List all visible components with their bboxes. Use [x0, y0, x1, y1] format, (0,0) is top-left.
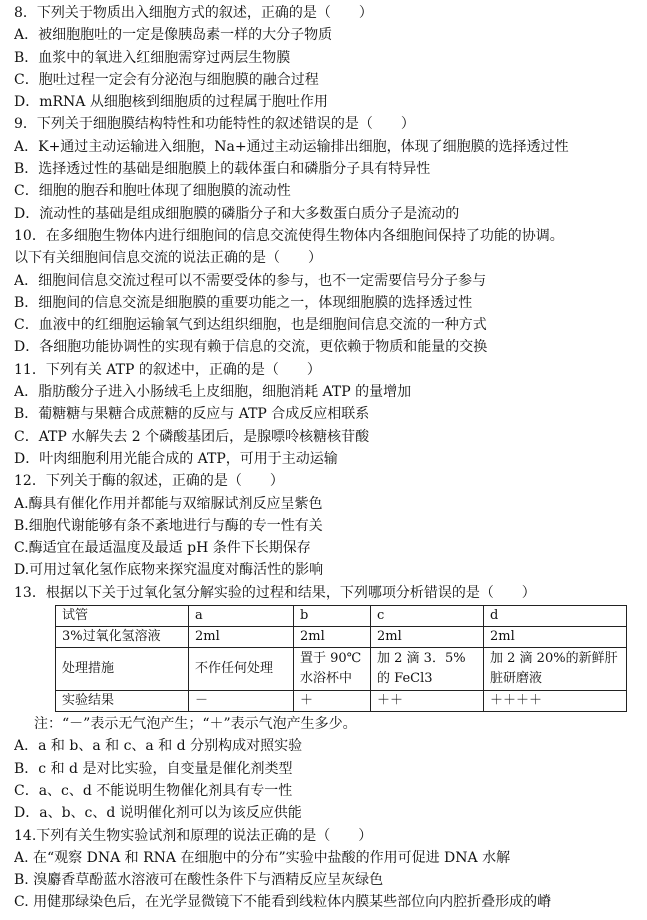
q9-option-a: A．K+通过主动运输进入细胞，Na+通过主动运输排出细胞，体现了细胞膜的选择透过性: [14, 138, 569, 155]
q14-stem: 14.下列有关生物实验试剂和原理的说法正确的是（ ）: [14, 827, 373, 844]
table-cell: 加 2 滴 3．5%的 FeCl3: [371, 648, 484, 691]
q13-stem: 13．根据以下关于过氧化氢分解实验的过程和结果，下列哪项分析错误的是（ ）: [14, 584, 536, 601]
table-cell: a: [189, 606, 294, 627]
q10-option-b: B．细胞间的信息交流是细胞膜的重要功能之一，体现细胞膜的选择透过性: [14, 294, 473, 311]
questions-8-to-13-stem: [14, 2, 644, 604]
table-row: [56, 691, 627, 712]
table-cell: c: [371, 606, 484, 627]
q10-option-d: D．各细胞功能协调性的实现有赖于信息的交流，更依赖于物质和能量的交换: [14, 339, 488, 356]
table-cell: ＋: [294, 691, 371, 712]
q10-option-a: A．细胞间信息交流过程可以不需要受体的参与，也不一定需要信号分子参与: [14, 272, 487, 289]
q11-option-c: C．ATP 水解失去 2 个磷酸基团后，是腺嘌呤核糖核苷酸: [14, 428, 370, 445]
q10-option-c: C．血液中的红细胞运输氧气到达组织细胞，也是细胞间信息交流的一种方式: [14, 317, 487, 334]
table-cell: b: [294, 606, 371, 627]
q10-stem-line1: 10．在多细胞生物体内进行细胞间的信息交流使得生物体内各细胞间保持了功能的协调。: [14, 227, 564, 244]
table-cell: 处理措施: [56, 648, 189, 691]
table-cell: 2ml: [294, 627, 371, 648]
q8-stem: 8．下列关于物质出入细胞方式的叙述，正确的是（ ）: [14, 5, 373, 21]
q12-option-b: B.细胞代谢能够有条不紊地进行与酶的专一性有关: [14, 517, 323, 534]
table-cell: 加 2 滴 20%的新鲜肝脏研磨液: [484, 648, 627, 691]
table-row: [56, 648, 627, 691]
table-cell: ＋＋: [371, 691, 484, 712]
q11-option-d: D．叶肉细胞利用光能合成的 ATP，可用于主动运输: [14, 450, 338, 467]
q9-option-b: B．选择透过性的基础是细胞膜上的载体蛋白和磷脂分子具有特异性: [14, 161, 431, 178]
q13-option-c: C．a、c、d 不能说明生物催化剂具有专一性: [14, 782, 293, 799]
q13-option-b: B．c 和 d 是对比实验，自变量是催化剂类型: [14, 760, 293, 777]
experiment-table: [55, 605, 627, 712]
table-note: 注：“－”表示无气泡产生；“＋”表示气泡产生多少。: [34, 716, 357, 733]
table-cell: 不作任何处理: [189, 648, 294, 691]
q11-option-b: B．葡糖糖与果糖合成蔗糖的反应与 ATP 合成反应相联系: [14, 406, 370, 423]
q8-option-b: B．血浆中的氧进入红细胞需穿过两层生物膜: [14, 49, 291, 66]
table-row: [56, 627, 627, 648]
q12-option-d: D.可用过氧化氢作底物来探究温度对酶活性的影响: [14, 562, 324, 579]
table-cell: －: [189, 691, 294, 712]
table-cell: 2ml: [189, 627, 294, 648]
table-row: [56, 606, 627, 627]
table-cell: 试管: [56, 606, 189, 627]
q10-stem-line2: 以下有关细胞间信息交流的说法正确的是（ ）: [14, 250, 322, 267]
table-cell: 2ml: [371, 627, 484, 648]
q13-option-d: D．a、b、c、d 说明催化剂可以为该反应供能: [14, 805, 302, 822]
q11-option-a: A．脂肪酸分子进入小肠绒毛上皮细胞，细胞消耗 ATP 的量增加: [14, 384, 412, 401]
experiment-table-wrap: [55, 605, 644, 712]
q14-option-b: B. 溴麝香草酚蓝水溶液可在酸性条件下与酒精反应呈灰绿色: [14, 872, 384, 889]
q9-option-c: C．细胞的胞吞和胞吐体现了细胞膜的流动性: [14, 183, 291, 200]
q14-option-a: A. 在“观察 DNA 和 RNA 在细胞中的分布”实验中盐酸的作用可促进 DNA 水解: [14, 849, 511, 866]
table-cell: d: [484, 606, 627, 627]
q8-option-d: D．mRNA 从细胞核到细胞质的过程属于胞吐作用: [14, 94, 328, 111]
q13-option-a: A．a 和 b、a 和 c、a 和 d 分别构成对照实验: [14, 738, 303, 755]
q9-stem: 9．下列关于细胞膜结构特性和功能特性的叙述错误的是（ ）: [14, 116, 415, 133]
q8-option-c: C．胞吐过程一定会有分泌泡与细胞膜的融合过程: [14, 71, 319, 88]
q11-stem: 11．下列有关 ATP 的叙述中，正确的是（ ）: [14, 361, 321, 378]
table-cell: 实验结果: [56, 691, 189, 712]
table-cell: 3%过氧化氢溶液: [56, 627, 189, 648]
table-cell: 2ml: [484, 627, 627, 648]
q12-stem: 12．下列关于酶的叙述，正确的是（ ）: [14, 473, 284, 490]
q12-option-a: A.酶具有催化作用并都能与双缩脲试剂反应呈紫色: [14, 495, 323, 512]
q9-option-d: D．流动性的基础是组成细胞膜的磷脂分子和大多数蛋白质分子是流动的: [14, 205, 460, 222]
q8-option-a: A．被细胞胞吐的一定是像胰岛素一样的大分子物质: [14, 27, 333, 44]
table-cell: 置于 90℃ 水浴杯中: [294, 648, 371, 691]
questions-13-options-and-14: [14, 735, 644, 913]
q14-option-c: C. 用健那绿染色后，在光学显微镜下不能看到线粒体内膜某些部位向内腔折叠形成的嵴: [14, 894, 552, 911]
exam-page: [14, 2, 644, 914]
q12-option-c: C.酶适宜在最适温度及最适 pH 条件下长期保存: [14, 540, 311, 557]
table-cell: ＋＋＋＋: [484, 691, 627, 712]
